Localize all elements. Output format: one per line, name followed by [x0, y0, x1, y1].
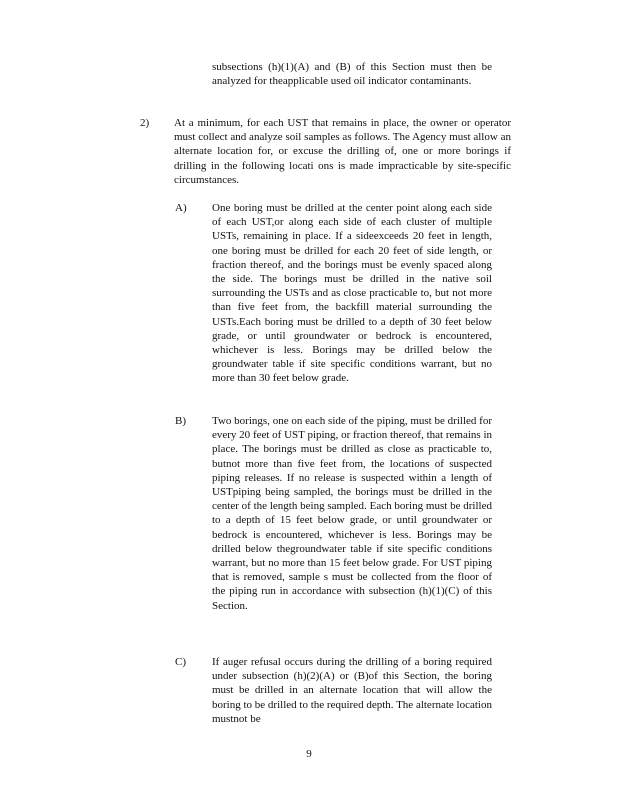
subitem-c-marker: C) [175, 656, 186, 668]
item-2-paragraph: At a minimum, for each UST that remains in place, the owner or operator must collect and analyze soil samples as follows. The Agency must allow an alternate location for, or excuse the drilling of, one or more borings if drilling in the following locati ons is made impracticable by site-specific circumstances. [174, 117, 511, 186]
continuation-paragraph: subsections (h)(1)(A) and (B) of this Section must then be analyzed for theapplicable used oil indicator contaminants. [212, 61, 492, 88]
subitem-b-paragraph: Two borings, one on each side of the piping, must be drilled for every 20 feet of UST piping, or fraction thereof, that remains in place. The borings must be drilled as close as practicable to, butnot more than five feet from, the locations of suspected piping releases. If no release is suspected within a length of USTpiping being sampled, the borings must be drilled in the center of the length being sampled. Each boring must be drilled to a depth of 15 feet below grade, or until groundwater or bedrock is encountered, whichever is less. Borings may be drilled below thegroundwater table if site specific conditions warrant, but no more than 15 feet below grade. For UST piping that is removed, sample s must be collected from the floor of the piping run in accordance with subsection (h)(1)(C) of this Section. [212, 415, 492, 612]
subitem-a-marker: A) [175, 202, 187, 214]
subitem-a-paragraph: One boring must be drilled at the center point along each side of each UST,or along each side of each cluster of multiple USTs, remaining in place. If a sideexceeds 20 feet in length, one boring must be drilled for each 20 feet of side length, or fraction thereof, and the borings must be evenly spaced along the side. The borings must be drilled in the native soil surrounding the USTs and as close practicable to, but not more than five feet from, the backfill material surrounding the USTs.Each boring must be drilled to a depth of 30 feet below grade, or until groundwater or bedrock is encountered, whichever is less. Borings may be drilled below the groundwater table if site specific conditions warrant, but no more than 30 feet below grade. [212, 202, 492, 385]
page-number: 9 [306, 748, 312, 760]
subitem-c-paragraph: If auger refusal occurs during the drilling of a boring required under subsection (h)(2)(A) or (B)of this Section, the boring must be drilled in an alternate location that will allow the boring to be drilled to the required depth. The alternate location mustnot be [212, 656, 492, 725]
item-2-marker: 2) [140, 117, 150, 129]
subitem-b-marker: B) [175, 415, 186, 427]
